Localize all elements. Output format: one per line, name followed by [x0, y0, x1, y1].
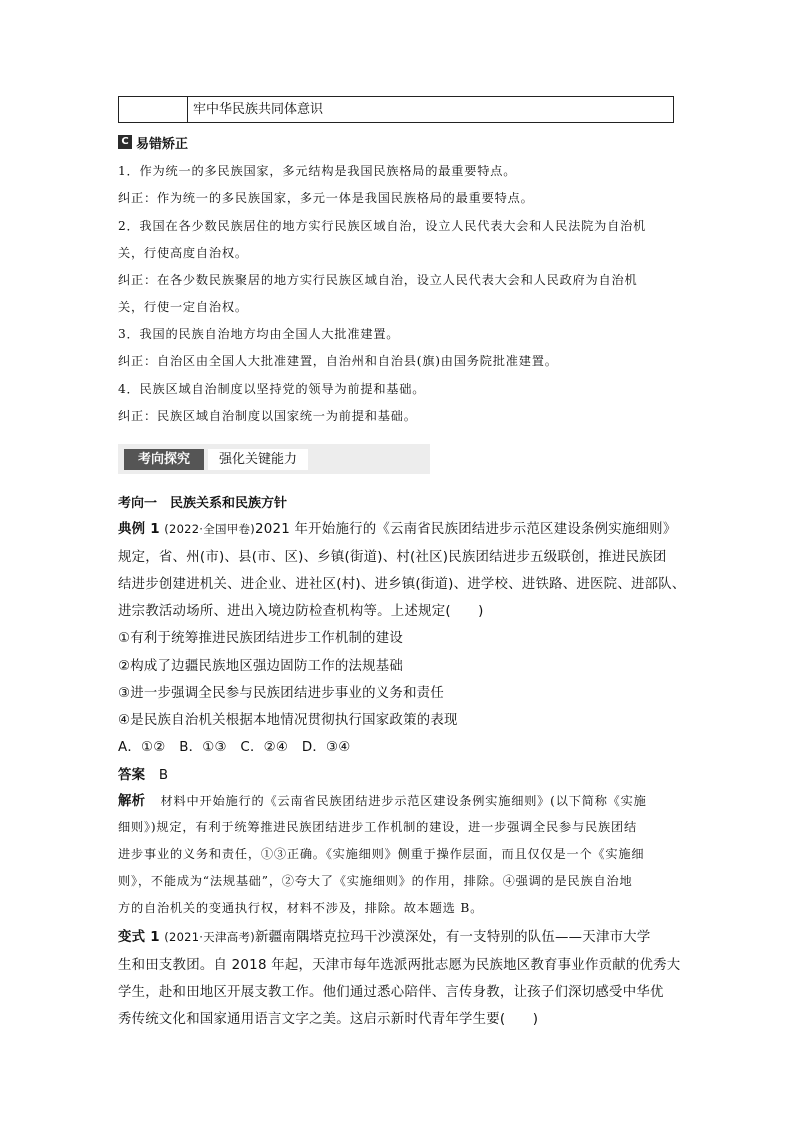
example-first-line [118, 518, 676, 537]
correction-line: 4．民族区域自治制度以坚持党的领导为前提和基础。 [118, 382, 426, 396]
band-subtitle: 强化关键能力 [208, 449, 308, 470]
variant-line: 秀传统文化和国家通用语言文字之美。这启示新时代青年学生要( ) [118, 1012, 539, 1027]
correction-line: 关，行使高度自治权。 [118, 246, 248, 260]
topic-heading: 考向一 民族关系和民族方针 [118, 496, 288, 511]
example-source: (2022·全国甲卷) [164, 522, 255, 536]
band-tag: 考向探究 [124, 449, 204, 470]
correction-line: 纠正：民族区域自治制度以国家统一为前提和基础。 [118, 409, 417, 423]
analysis-text: 材料中开始施行的《云南省民族团结进步示范区建设条例实施细则》(以下简称《实施 [160, 794, 647, 808]
analysis-label: 解析 [118, 794, 146, 809]
example-text: 2021 年开始施行的《云南省民族团结进步示范区建设条例实施细则》 [254, 522, 677, 537]
analysis-line: 则》，不能成为“法规基础”，②夸大了《实施细则》的作用，排除。④强调的是民族自治地 [118, 874, 633, 888]
variant-line: 学生，赴和田地区开展支教工作。他们通过悉心陪伴、言传身教，让孩子们深切感受中华优 [118, 985, 664, 1000]
variant-label: 变式 1 [118, 930, 160, 945]
variant-text: 新疆南隅塔克拉玛干沙漠深处，有一支特别的队伍——天津市大学 [254, 930, 651, 945]
analysis-line: 方的自治机关的变通执行权，材料不涉及，排除。故本题选 B。 [118, 901, 484, 915]
choices-line: A．①② B．①③ C．②④ D．③④ [118, 740, 351, 755]
table-cell-empty [119, 97, 188, 122]
analysis-line: 进步事业的义务和责任，①③正确。《实施细则》侧重于操作层面，而且仅仅是一个《实施细 [118, 847, 645, 861]
variant-first-line [118, 926, 651, 945]
correction-line: 2．我国在各少数民族居住的地方实行民族区域自治，设立人民代表大会和人民法院为自治机 [118, 219, 647, 233]
variant-line: 生和田支教团。自 2018 年起，天津市每年选派两批志愿为民族地区教育事业作贡献的优秀大 [118, 958, 681, 973]
analysis-first-line [118, 790, 647, 809]
analysis-line: 细则》)规定，有利于统筹推进民族团结进步工作机制的建设，进一步强调全民参与民族团结 [118, 820, 637, 834]
example-line: 进宗教活动场所、进出入境边防检查机构等。上述规定( ) [118, 604, 484, 619]
example-line: 规定，省、州(市)、县(市、区)、乡镇(街道)、村(社区)民族团结进步五级联创，推进民族团 [118, 550, 667, 565]
section-c-icon: C [118, 135, 132, 149]
answer-line [118, 764, 168, 783]
correction-line: 纠正：在各少数民族聚居的地方实行民族区域自治，设立人民代表大会和人民政府为自治机 [118, 273, 638, 287]
section-band [118, 444, 430, 474]
correction-line: 关，行使一定自治权。 [118, 300, 248, 314]
section-title: 易错矫正 [136, 136, 189, 152]
answer-label: 答案 [118, 768, 146, 783]
option-line: ③进一步强调全民参与民族团结进步事业的义务和责任 [118, 686, 444, 701]
option-line: ②构成了边疆民族地区强边固防工作的法规基础 [118, 659, 404, 674]
section-heading [118, 134, 188, 150]
table-fragment-row [118, 96, 674, 123]
variant-source: (2021·天津高考) [164, 930, 255, 944]
table-cell-text: 牢中华民族共同体意识 [193, 102, 324, 117]
correction-line: 3．我国的民族自治地方均由全国人大批准建置。 [118, 327, 400, 341]
option-line: ①有利于统筹推进民族团结进步工作机制的建设 [118, 631, 404, 646]
correction-line: 1．作为统一的多民族国家，多元结构是我国民族格局的最重要特点。 [118, 164, 517, 178]
correction-line: 纠正：自治区由全国人大批准建置，自治州和自治县(旗)由国务院批准建置。 [118, 354, 558, 368]
example-line: 结进步创建进机关、进企业、进社区(村)、进乡镇(街道)、进学校、进铁路、进医院、进部队、 [118, 577, 686, 592]
example-label: 典例 1 [118, 522, 160, 537]
option-line: ④是民族自治机关根据本地情况贯彻执行国家政策的表现 [118, 713, 458, 728]
correction-line: 纠正：作为统一的多民族国家，多元一体是我国民族格局的最重要特点。 [118, 191, 534, 205]
answer-value: B [158, 768, 169, 783]
